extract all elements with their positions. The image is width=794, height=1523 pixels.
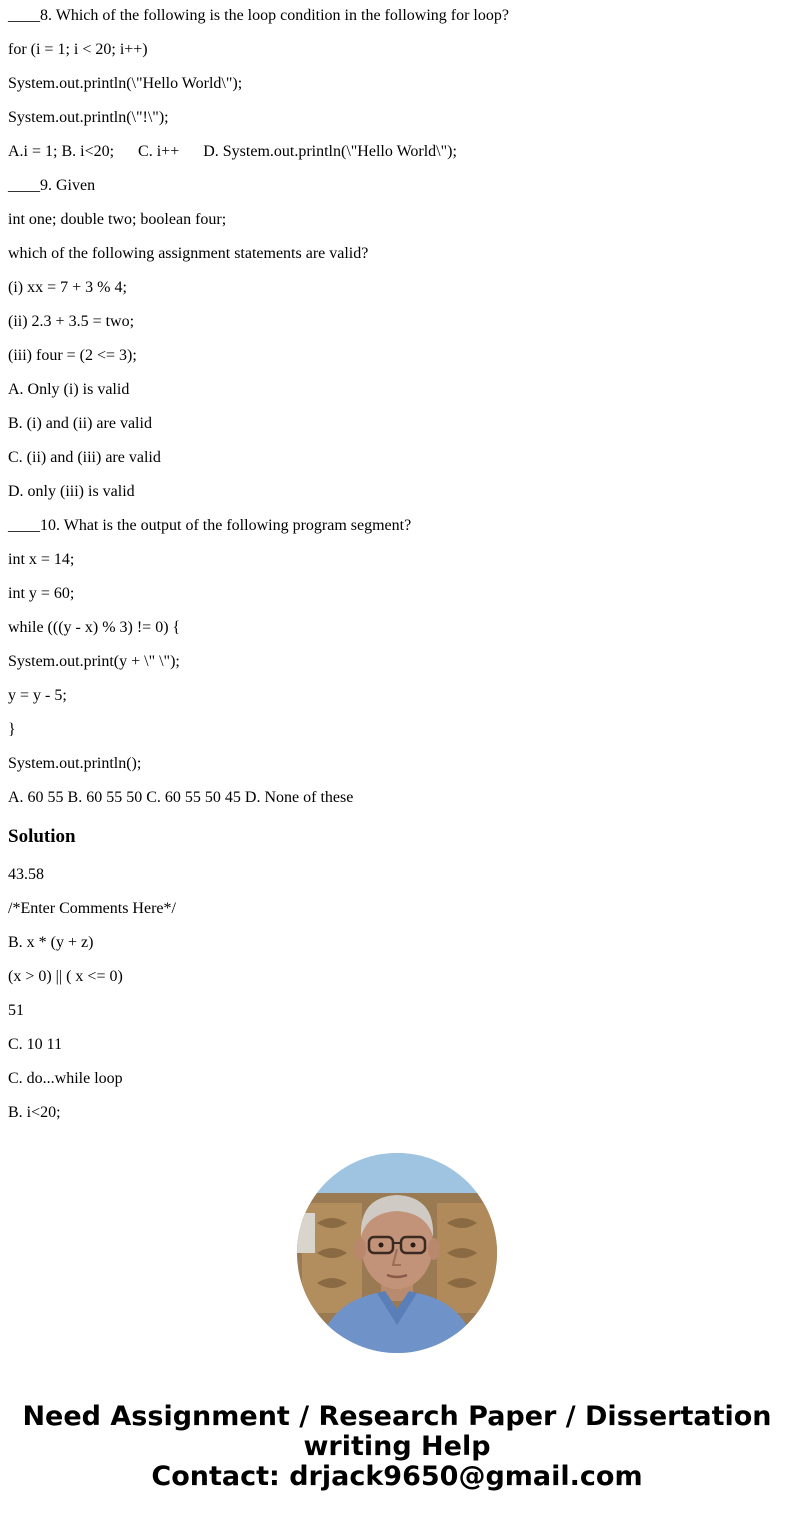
code-line: System.out.println(\"!\"); bbox=[8, 109, 169, 126]
statement-line: (ii) 2.3 + 3.5 = two; bbox=[8, 313, 135, 330]
code-line: while (((y - x) % 3) != 0) { bbox=[8, 619, 181, 636]
code-line: y = y - 5; bbox=[8, 687, 67, 704]
code-line: for (i = 1; i < 20; i++) bbox=[8, 41, 148, 58]
solution-line: C. 10 11 bbox=[8, 1036, 63, 1053]
answer-option: B. (i) and (ii) are valid bbox=[8, 415, 152, 432]
solution-line: (x > 0) || ( x <= 0) bbox=[8, 968, 123, 985]
statement-line: (iii) four = (2 <= 3); bbox=[8, 347, 137, 364]
statement-line: (i) xx = 7 + 3 % 4; bbox=[8, 279, 127, 296]
solution-line: B. x * (y + z) bbox=[8, 934, 94, 951]
question-9-text: ____9. Given bbox=[8, 177, 96, 194]
answer-option: A. Only (i) is valid bbox=[8, 381, 130, 398]
code-line: System.out.println(\"Hello World\"); bbox=[8, 75, 243, 92]
solution-line: B. i<20; bbox=[8, 1104, 61, 1121]
footer-promo bbox=[0, 1402, 794, 1492]
question-10-options: A. 60 55 B. 60 55 50 C. 60 55 50 45 D. None of these bbox=[8, 789, 354, 806]
question-8-text: ____8. Which of the following is the loop condition in the following for loop? bbox=[8, 7, 509, 24]
code-line: int x = 14; bbox=[8, 551, 75, 568]
code-line: } bbox=[8, 721, 16, 738]
question-10-text: ____10. What is the output of the following program segment? bbox=[8, 517, 412, 534]
solution-line: C. do...while loop bbox=[8, 1070, 123, 1087]
footer-contact: Contact: drjack9650@gmail.com bbox=[151, 1461, 643, 1492]
question-8-options: A.i = 1; B. i<20; C. i++ D. System.out.println(\"Hello World\"); bbox=[8, 143, 457, 160]
solution-line: /*Enter Comments Here*/ bbox=[8, 900, 176, 917]
footer-line-1: Need Assignment / Research Paper / Dissertation bbox=[22, 1401, 772, 1432]
code-line: System.out.println(); bbox=[8, 755, 142, 772]
solution-line: 51 bbox=[8, 1002, 24, 1019]
code-line: int y = 60; bbox=[8, 585, 75, 602]
author-photo bbox=[297, 1153, 497, 1353]
question-9-prompt: which of the following assignment statements are valid? bbox=[8, 245, 369, 262]
code-line: System.out.print(y + \" \"); bbox=[8, 653, 180, 670]
solution-heading: Solution bbox=[8, 826, 76, 847]
solution-line: 43.58 bbox=[8, 866, 44, 883]
footer-line-2: writing Help bbox=[303, 1431, 491, 1462]
answer-option: C. (ii) and (iii) are valid bbox=[8, 449, 161, 466]
answer-option: D. only (iii) is valid bbox=[8, 483, 135, 500]
code-line: int one; double two; boolean four; bbox=[8, 211, 227, 228]
